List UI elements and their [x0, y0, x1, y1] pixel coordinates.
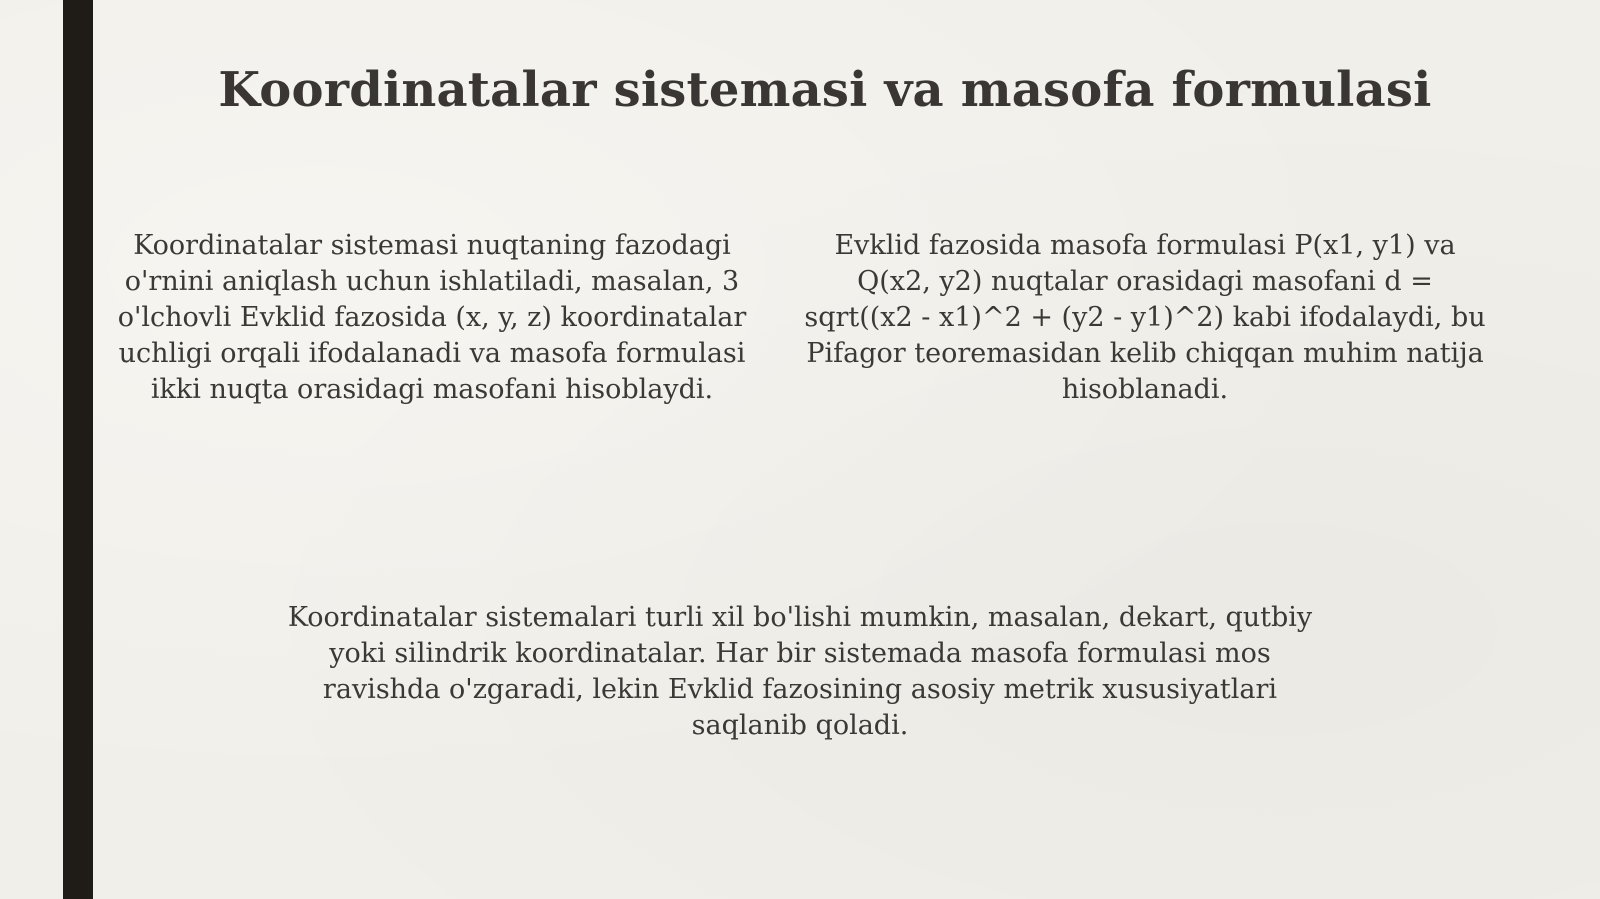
right-paragraph: Evklid fazosida masofa formulasi P(x1, y1) va Q(x2, y2) nuqtalar orasidagi masofani d = sqrt((x2 - x1)^2 + (y2 - y1)^2) kabi ifodalaydi, bu Pifagor teoremasidan kelib chiqqan muhim natija hisoblanadi. [804, 230, 1486, 405]
accent-bar [63, 0, 93, 899]
bottom-paragraph: Koordinatalar sistemalari turli xil bo'lishi mumkin, masalan, dekart, qutbiy yoki silindrik koordinatalar. Har bir sistemada masofa formulasi mos ravishda o'zgaradi, lekin Evklid fazosining asosiy metrik xususiyatlari saqlanib qoladi. [287, 602, 1313, 741]
left-paragraph: Koordinatalar sistemasi nuqtaning fazodagi o'rnini aniqlash uchun ishlatiladi, masalan, 3 o'lchovli Evklid fazosida (x, y, z) koordinatalar uchligi orqali ifodalanadi va masofa formulasi ikki nuqta orasidagi masofani hisoblaydi. [117, 230, 747, 405]
slide-title: Koordinatalar sistemasi va masofa formulasi [218, 62, 1432, 118]
